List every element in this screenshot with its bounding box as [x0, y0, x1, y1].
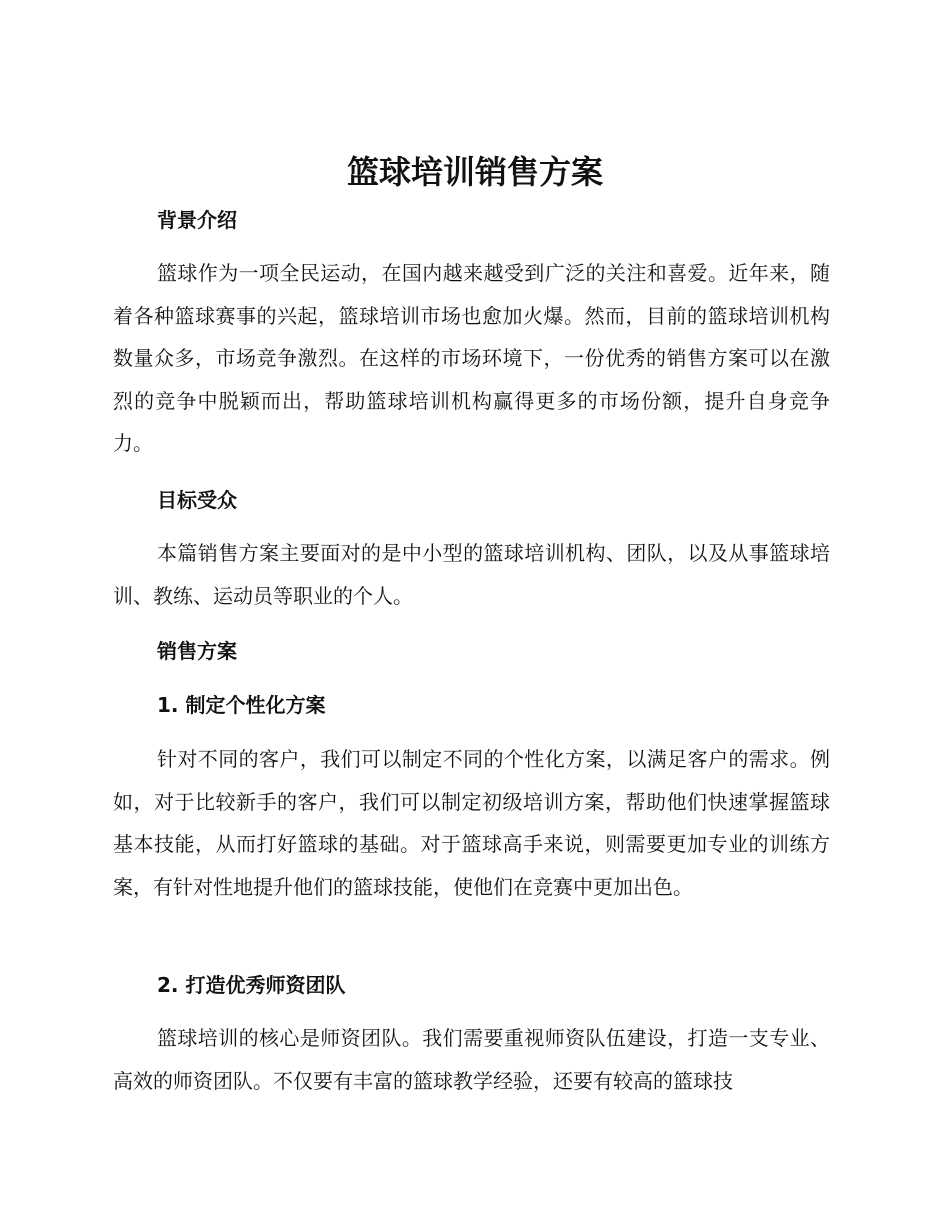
document-title: 篮球培训销售方案 — [346, 153, 603, 191]
section-heading-teaching-team: 2. 打造优秀师资团队 — [157, 973, 346, 997]
section-heading-personalized-plan: 1. 制定个性化方案 — [157, 693, 326, 717]
section-heading-audience: 目标受众 — [157, 488, 237, 512]
section-heading-sales-plan: 销售方案 — [157, 639, 237, 663]
section-paragraph-background: 篮球作为一项全民运动，在国内越来越受到广泛的关注和喜爱。近年来，随着各种篮球赛事的兴起，篮球培训市场也愈加火爆。然而，目前的篮球培训机构数量众多，市场竞争激烈。在这样的市场环境下，一份优秀的销售方案可以在激烈的竞争中脱颖而出，帮助篮球培训机构赢得更多的市场份额，提升自身竞争力。 — [113, 261, 830, 455]
section-paragraph-audience: 本篇销售方案主要面对的是中小型的篮球培训机构、团队，以及从事篮球培训、教练、运动员等职业的个人。 — [113, 541, 830, 608]
section-heading-background: 背景介绍 — [157, 208, 237, 232]
section-paragraph-teaching-team: 篮球培训的核心是师资团队。我们需要重视师资队伍建设，打造一支专业、高效的师资团队。不仅要有丰富的篮球教学经验，还要有较高的篮球技 — [113, 1026, 830, 1093]
section-paragraph-personalized-plan: 针对不同的客户，我们可以制定不同的个性化方案，以满足客户的需求。例如，对于比较新手的客户，我们可以制定初级培训方案，帮助他们快速掌握篮球基本技能，从而打好篮球的基础。对于篮球高手来说，则需要更加专业的训练方案，有针对性地提升他们的篮球技能，使他们在竞赛中更加出色。 — [113, 747, 830, 899]
